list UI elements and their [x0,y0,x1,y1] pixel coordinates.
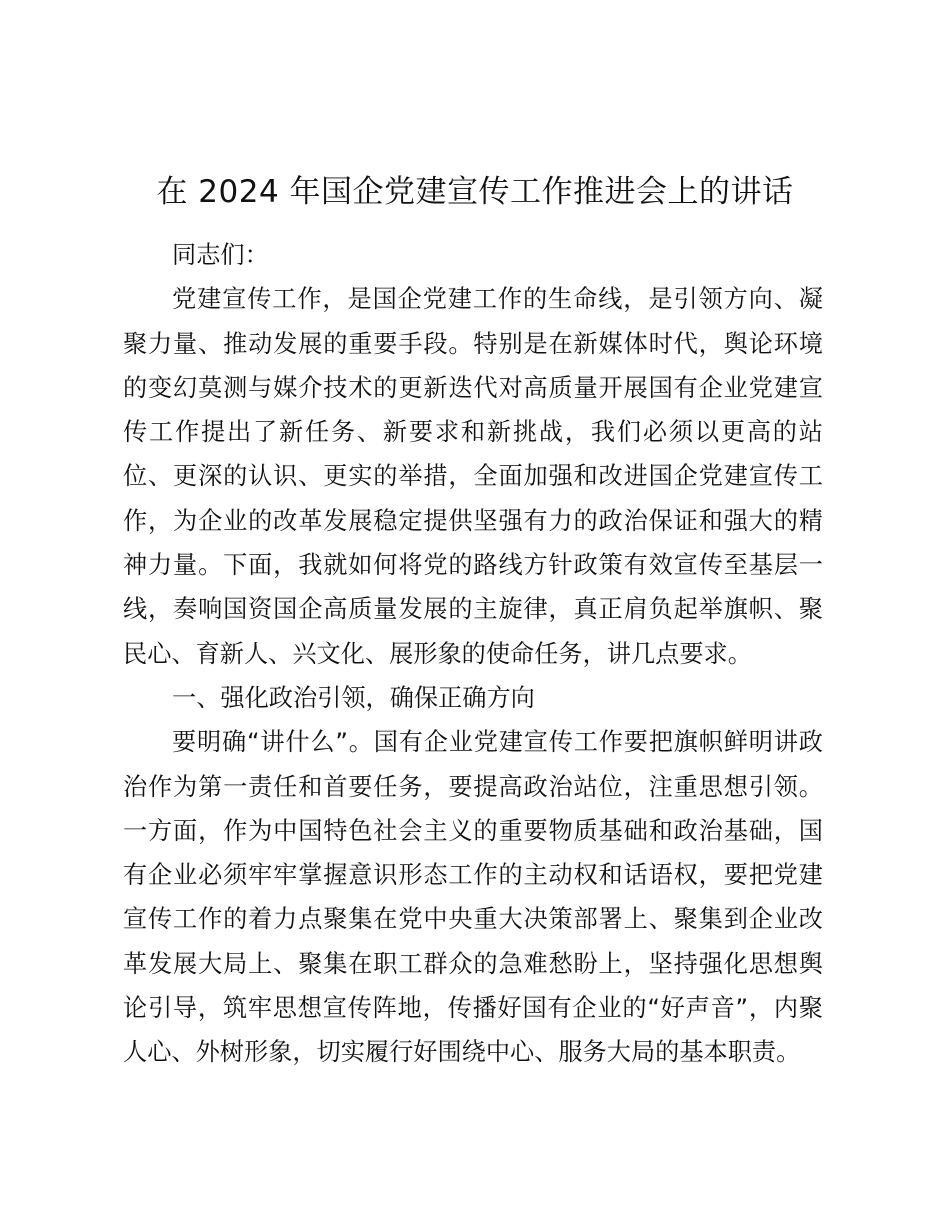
paragraph-line: 宣传工作的着力点聚集在党中央重大决策部署上、聚集到企业改 [123,905,823,934]
paragraph-line: 线，奏响国资国企高质量发展的主旋律，真正肩负起举旗帜、聚 [123,595,823,624]
paragraph-line: 聚力量、推动发展的重要手段。特别是在新媒体时代，舆论环境 [123,329,823,358]
paragraph-line: 党建宣传工作，是国企党建工作的生命线，是引领方向、凝 [172,285,823,314]
paragraph-line: 位、更深的认识、更实的举措，全面加强和改进国企党建宣传工 [123,462,823,491]
paragraph-line: 有企业必须牢牢掌握意识形态工作的主动权和话语权，要把党建 [123,861,823,890]
paragraph-line: 作，为企业的改革发展稳定提供坚强有力的政治保证和强大的精 [123,506,823,535]
document-body [123,233,823,1075]
paragraph-1 [123,277,823,676]
paragraph-line: 的变幻莫测与媒介技术的更新迭代对高质量开展国有企业党建宣 [123,373,823,402]
paragraph-line: 一方面，作为中国特色社会主义的重要物质基础和政治基础，国 [123,816,823,845]
paragraph-line: 人心、外树形象，切实履行好围绕中心、服务大局的基本职责。 [123,1038,801,1067]
document-title: 在 2024 年国企党建宣传工作推进会上的讲话 [156,174,794,210]
paragraph-line: 传工作提出了新任务、新要求和新挑战，我们必须以更高的站 [123,418,823,447]
paragraph-line: 论引导，筑牢思想宣传阵地，传播好国有企业的“好声音”，内聚 [123,994,823,1023]
section-heading: 一、强化政治引领，确保正确方向 [172,683,535,712]
paragraph-2 [123,720,823,1074]
paragraph-line: 民心、育新人、兴文化、展形象的使命任务，讲几点要求。 [123,639,752,668]
greeting: 同志们： [172,241,269,269]
paragraph-line: 神力量。下面，我就如何将党的路线方针政策有效宣传至基层一 [123,551,823,580]
paragraph-line: 要明确“讲什么”。国有企业党建宣传工作要把旗帜鲜明讲政 [172,728,823,757]
paragraph-line: 治作为第一责任和首要任务，要提高政治站位，注重思想引领。 [123,772,823,801]
paragraph-line: 革发展大局上、聚集在职工群众的急难愁盼上，坚持强化思想舆 [123,949,823,978]
